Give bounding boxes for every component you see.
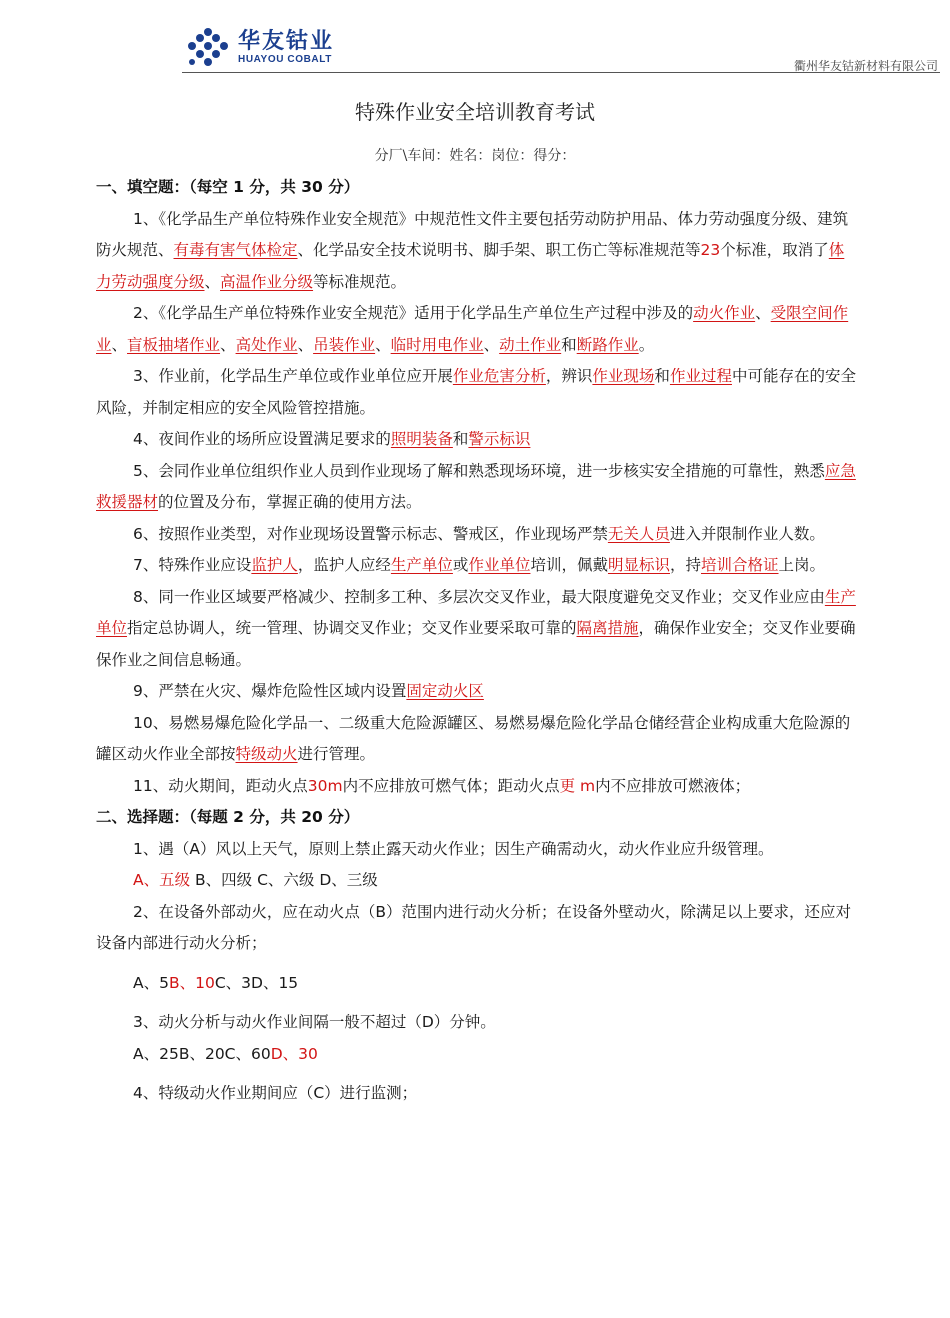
question-text: 中可能存在的安全风险，并制定相应的安全风险管控措施。: [96, 367, 856, 417]
answer: 23: [700, 241, 721, 259]
section-choice-heading: 二、选择题：（每题 2 分，共 20 分）: [96, 808, 360, 826]
answer: 临时用电作业: [390, 335, 484, 354]
question-text: 的位置及分布，掌握正确的使用方法。: [158, 493, 422, 511]
question-fill-4: [96, 424, 856, 456]
question-choice-1-options: [96, 865, 856, 897]
answer: 隔离措施: [576, 619, 639, 637]
question-fill-8: [96, 582, 856, 677]
question-fill-9: [96, 676, 856, 708]
question-choice-1: 1、遇（A）风以上天气，原则上禁止露天动火作业；因生产确需动火，动火作业应升级管理。: [133, 839, 774, 858]
answer: 生产单位: [96, 587, 856, 637]
exam-content: [96, 172, 856, 1110]
question-text: 、: [204, 272, 221, 291]
answer: 吊装作业: [313, 335, 376, 354]
question-text: 进行管理。: [297, 745, 376, 763]
question-text: 个标准，取消了: [720, 241, 829, 259]
answer: 照明装备: [390, 430, 453, 448]
separator: 、: [375, 335, 391, 354]
answer: 高处作业: [235, 335, 298, 354]
question-fill-10: [96, 708, 856, 771]
answer: 高温作业分级: [220, 272, 314, 291]
exam-title: 特殊作业安全培训教育考试: [355, 100, 595, 124]
question-fill-6: [96, 519, 856, 551]
question-choice-2: 2、在设备外部动火，应在动火点（B）范围内进行动火分析；在设备外壁动火，除满足以上要求，还应对设备内部进行动火分析；: [96, 902, 851, 952]
page-header: [0, 0, 950, 80]
answer: 明显标识: [607, 556, 670, 574]
section-fill-in-heading: 一、填空题：（每空 1 分，共 30 分）: [96, 178, 360, 196]
question-text: 5、会同作业单位组织作业人员到作业现场了解和熟悉现场环境，进一步核实安全措施的可靠性，熟悉: [133, 461, 825, 480]
options: B、四级 C、六级 D、三级: [190, 871, 378, 889]
answer: 作业危害分析: [452, 367, 546, 385]
correct-option: B、10: [168, 973, 215, 992]
answer: 30m: [307, 776, 343, 795]
question-fill-3: [96, 361, 856, 424]
question-text: 指定总协调人，统一管理、协调交叉作业；交叉作业要采取可靠的: [127, 619, 577, 637]
logo-english-name: HUAYOU COBALT: [238, 54, 332, 65]
separator: 、: [111, 335, 128, 354]
question-text: 或: [452, 556, 469, 574]
separator: 、: [220, 335, 236, 354]
header-divider: [182, 72, 940, 73]
answer: 受限空间作业: [96, 304, 849, 354]
separator: 。: [638, 335, 655, 354]
question-text: 内不应排放可燃液体；: [595, 776, 751, 795]
correct-option: D、30: [270, 1044, 318, 1063]
question-text: 培训，佩戴: [530, 556, 608, 574]
question-text: 8、同一作业区域要严格减少、控制多工种、多层次交叉作业，最大限度避免交叉作业；交叉作业应由: [133, 587, 825, 606]
options: C、3D、15: [214, 973, 299, 992]
separator: 、: [755, 304, 771, 322]
question-text: 1、《化学品生产单位特殊作业安全规范》中规范性文件主要包括劳动防护用品、体力劳动强度分级、建筑防火规范、: [96, 209, 849, 259]
question-text: 4、夜间作业的场所应设置满足要求的: [133, 430, 391, 448]
answer: 作业单位: [468, 556, 531, 574]
options: A、5: [133, 973, 169, 992]
question-text: 3、作业前，化学品生产单位或作业单位应开展: [133, 367, 453, 385]
separator: 、: [297, 335, 314, 354]
answer: 体力劳动强度分级: [96, 241, 845, 291]
question-choice-3: 3、动火分析与动火作业间隔一般不超过（D）分钟。: [133, 1013, 496, 1031]
question-text: ，确保作业安全；交叉作业要确保作业之间信息畅通。: [96, 619, 856, 669]
answer: 应急救援器材: [96, 461, 856, 511]
company-logo: [186, 26, 334, 70]
question-text: 7、特殊作业应设: [133, 556, 252, 574]
question-fill-5: [96, 456, 856, 519]
logo-chinese-name: 华友钴业: [238, 29, 335, 54]
question-fill-2: [96, 298, 856, 361]
answer: 断路作业: [576, 335, 639, 354]
question-choice-3-options: [96, 1039, 856, 1071]
answer: 培训合格证: [701, 556, 779, 574]
answer: 无关人员: [607, 524, 670, 543]
answer: 有毒有害气体检定: [173, 241, 298, 259]
question-text: 和: [452, 430, 469, 448]
question-fill-7: [96, 550, 856, 582]
question-text: 进入并限制作业人数。: [669, 524, 825, 543]
answer: 盲板抽堵作业: [127, 335, 221, 354]
company-name: 衢州华友钴新材料有限公司: [793, 59, 938, 73]
question-text: 6、按照作业类型，对作业现场设置警示标志、警戒区，作业现场严禁: [133, 524, 608, 543]
answer: 动土作业: [499, 335, 562, 354]
answer: 更 m: [559, 776, 596, 795]
correct-option: A、五级: [133, 871, 191, 889]
answer: 生产单位: [390, 556, 453, 574]
question-text: 内不应排放可燃气体；距动火点: [342, 776, 560, 795]
question-text: 10、易燃易爆危险化学品一、二级重大危险源罐区、易燃易爆危险化学品仓储经营企业构成重大危险源的罐区动火作业全部按: [96, 713, 851, 763]
answer: 作业现场: [592, 367, 655, 385]
question-text: 2、《化学品生产单位特殊作业安全规范》适用于化学品生产单位生产过程中涉及的: [133, 304, 694, 322]
question-text: 上岗。: [778, 556, 826, 574]
question-fill-1: [96, 204, 856, 299]
question-text: ，监护人应经: [297, 556, 391, 574]
question-text: 和: [654, 367, 670, 385]
question-text: 11、动火期间，距动火点: [133, 776, 308, 795]
question-choice-4: 4、特级动火作业期间应（C）进行监测；: [133, 1084, 418, 1102]
options: A、25B、20C、60: [133, 1044, 271, 1063]
question-text: ，辨识: [545, 367, 593, 385]
question-choice-2-options: [96, 968, 856, 1000]
answer: 警示标识: [468, 430, 531, 448]
answer: 固定动火区: [406, 682, 484, 700]
student-info-line: 分厂\车间：姓名：岗位：得分：: [374, 148, 576, 164]
question-text: 等标准规范。: [313, 272, 407, 291]
answer: 作业过程: [669, 367, 732, 385]
answer: 动火作业: [693, 304, 756, 322]
logo-icon: [186, 26, 230, 70]
question-text: 、化学品安全技术说明书、脚手架、职工伤亡等标准规范等: [297, 241, 701, 259]
separator: 、: [483, 335, 500, 354]
answer: 监护人: [251, 556, 298, 574]
question-text: ，持: [669, 556, 701, 574]
answer: 特级动火: [235, 745, 298, 763]
question-fill-11: [96, 771, 856, 803]
separator: 和: [561, 335, 577, 354]
question-text: 9、严禁在火灾、爆炸危险性区域内设置: [133, 682, 407, 700]
